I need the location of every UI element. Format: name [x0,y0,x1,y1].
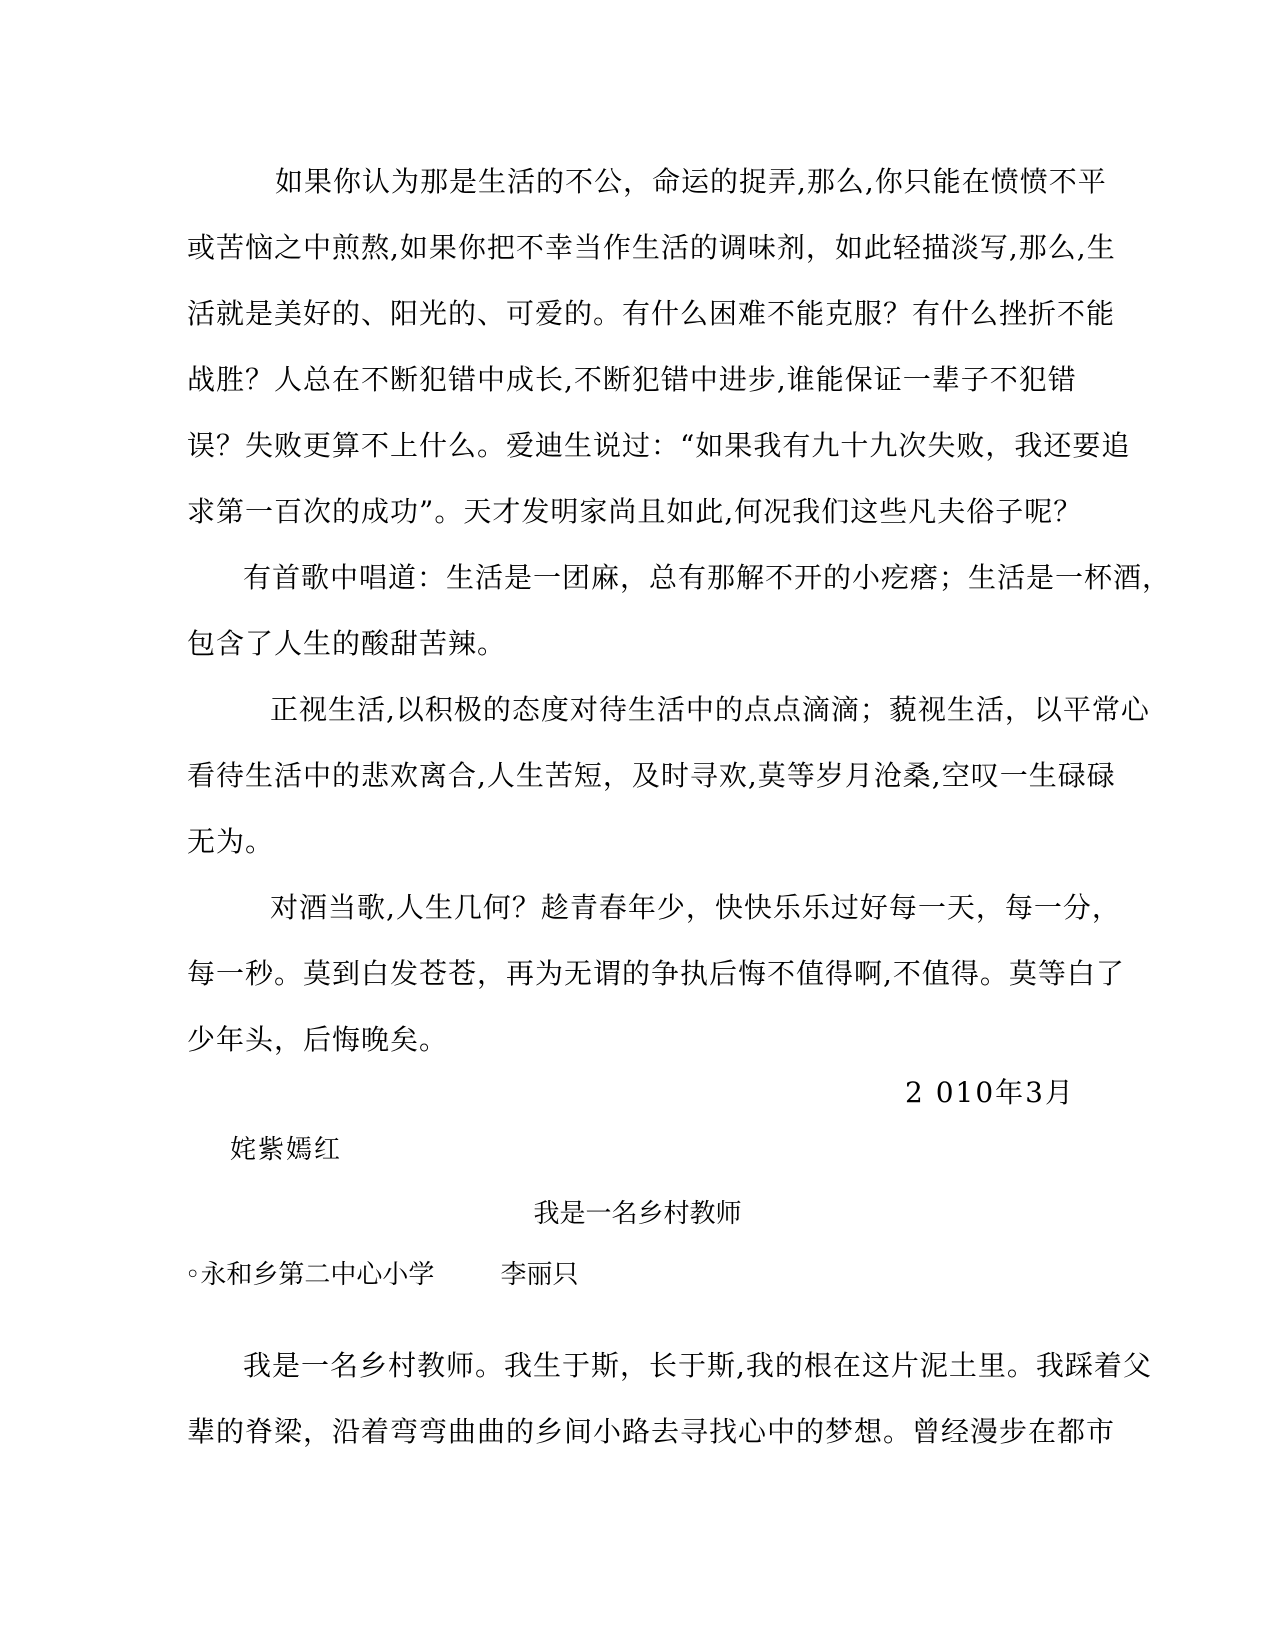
paragraph-youth [187,875,1125,1073]
paragraph-line: 正视生活,以积极的态度对待生活中的点点滴滴；藐视生活，以平常心 [270,693,1150,726]
paragraph-article-intro [187,1333,1152,1465]
article-title: 我是一名乡村教师 [533,1199,742,1229]
essay-date: 2 010年3月 [905,1076,1075,1109]
byline [185,1255,578,1295]
paragraph-song [187,545,1172,677]
paragraph-line: 如果你认为那是生活的不公，命运的捉弄,那么,你只能在愤愤不平 [275,165,1107,198]
paragraph-line: 少年头，后悔晚矣。 [187,1023,449,1056]
paragraph-line: 无为。 [187,825,275,858]
paragraph-line: 看待生活中的悲欢离合,人生苦短，及时寻欢,莫等岁月沧桑,空叹一生碌碌 [187,759,1116,792]
paragraph-line: 战胜？人总在不断犯错中成长,不断犯错中进步,谁能保证一辈子不犯错 [187,363,1077,396]
paragraph-line: 对酒当歌,人生几何？趁青春年少，快快乐乐过好每一天，每一分， [270,891,1121,924]
paragraph-line: 辈的脊梁，沿着弯弯曲曲的乡间小路去寻找心中的梦想。曾经漫步在都市 [187,1415,1116,1448]
author-name: 李丽只 [500,1260,579,1290]
school-name: ◦永和乡第二中心小学 [185,1260,435,1290]
paragraph-line: 我是一名乡村教师。我生于斯，长于斯,我的根在这片泥土里。我踩着父 [243,1349,1152,1382]
paragraph-line: 每一秒。莫到白发苍苍，再为无谓的争执后悔不值得啊,不值得。莫等白了 [187,957,1125,990]
paragraph-line: 有首歌中唱道：生活是一团麻，总有那解不开的小疙瘩；生活是一杯酒， [243,561,1172,594]
paragraph-line: 包含了人生的酸甜苦辣。 [187,627,507,660]
paragraph-line: 误？失败更算不上什么。爱迪生说过：“如果我有九十九次失败，我还要追 [187,429,1131,462]
paragraph-line: 活就是美好的、阳光的、可爱的。有什么困难不能克服？有什么挫折不能 [187,297,1116,330]
paragraph-adversity [187,149,1131,545]
paragraph-face-life [187,677,1150,875]
paragraph-line: 求第一百次的成功”。天才发明家尚且如此,何况我们这些凡夫俗子呢？ [187,495,1083,528]
section-tag: 姹紫嫣红 [230,1135,343,1165]
paragraph-line: 或苦恼之中煎熬,如果你把不幸当作生活的调味剂，如此轻描淡写,那么,生 [187,231,1116,264]
